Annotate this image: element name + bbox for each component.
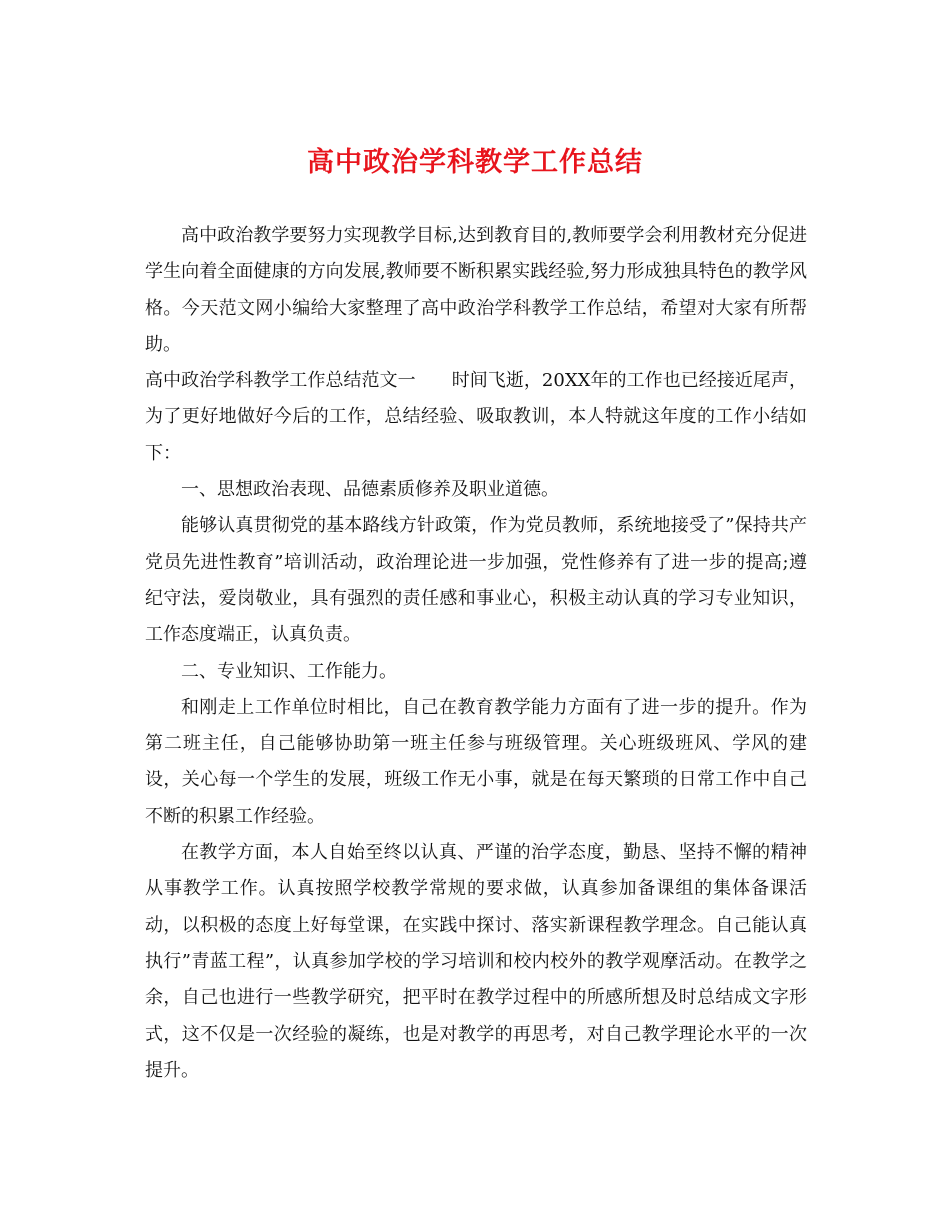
document-body xyxy=(145,218,807,1089)
section1-heading: 一、思想政治表现、品德素质修养及职业道德。 xyxy=(181,479,559,501)
section2-heading: 二、专业知识、工作能力。 xyxy=(181,660,397,682)
sample-paragraph xyxy=(145,363,807,472)
sample-opening: 时间飞逝，20XX年的工作也已经接近尾声，为了更好地做好今后的工作，总结经验、吸取教训，本人特就这年度的工作小结如下： xyxy=(145,370,807,464)
sample-heading: 高中政治学科教学工作总结范文一 xyxy=(145,370,416,392)
intro-paragraph: 高中政治教学要努力实现教学目标,达到教育目的,教师要学会利用教材充分促进学生向着全面健康的方向发展,教师要不断积累实践经验,努力形成独具特色的教学风格。今天范文网小编给大家整理了高中政治学科教学工作总结，希望对大家有所帮助。 xyxy=(145,225,807,355)
section2-body-2: 在教学方面，本人自始至终以认真、严谨的治学态度，勤恳、坚持不懈的精神从事教学工作。认真按照学校教学常规的要求做，认真参加备课组的集体备课活动，以积极的态度上好每堂课，在实践中探讨、落实新课程教学理念。自己能认真执行”青蓝工程”，认真参加学校的学习培训和校内校外的教学观摩活动。在教学之余，自己也进行一些教学研究，把平时在教学过程中的所感所想及时总结成文字形式，这不仅是一次经验的凝练，也是对教学的再思考，对自己教学理论水平的一次提升。 xyxy=(145,842,807,1081)
section1-body: 能够认真贯彻党的基本路线方针政策，作为党员教师，系统地接受了”保持共产党员先进性教育”培训活动，政治理论进一步加强，党性修养有了进一步的提高;遵纪守法，爱岗敬业，具有强烈的责任感和事业心，积极主动认真的学习专业知识，工作态度端正，认真负责。 xyxy=(145,515,807,646)
document-title: 高中政治学科教学工作总结 xyxy=(307,147,643,178)
section2-body-1: 和刚走上工作单位时相比，自己在教育教学能力方面有了进一步的提升。作为第二班主任，自己能够协助第一班主任参与班级管理。关心班级班风、学风的建设，关心每一个学生的发展，班级工作无小事，就是在每天繁琐的日常工作中自己不断的积累工作经验。 xyxy=(145,696,807,827)
